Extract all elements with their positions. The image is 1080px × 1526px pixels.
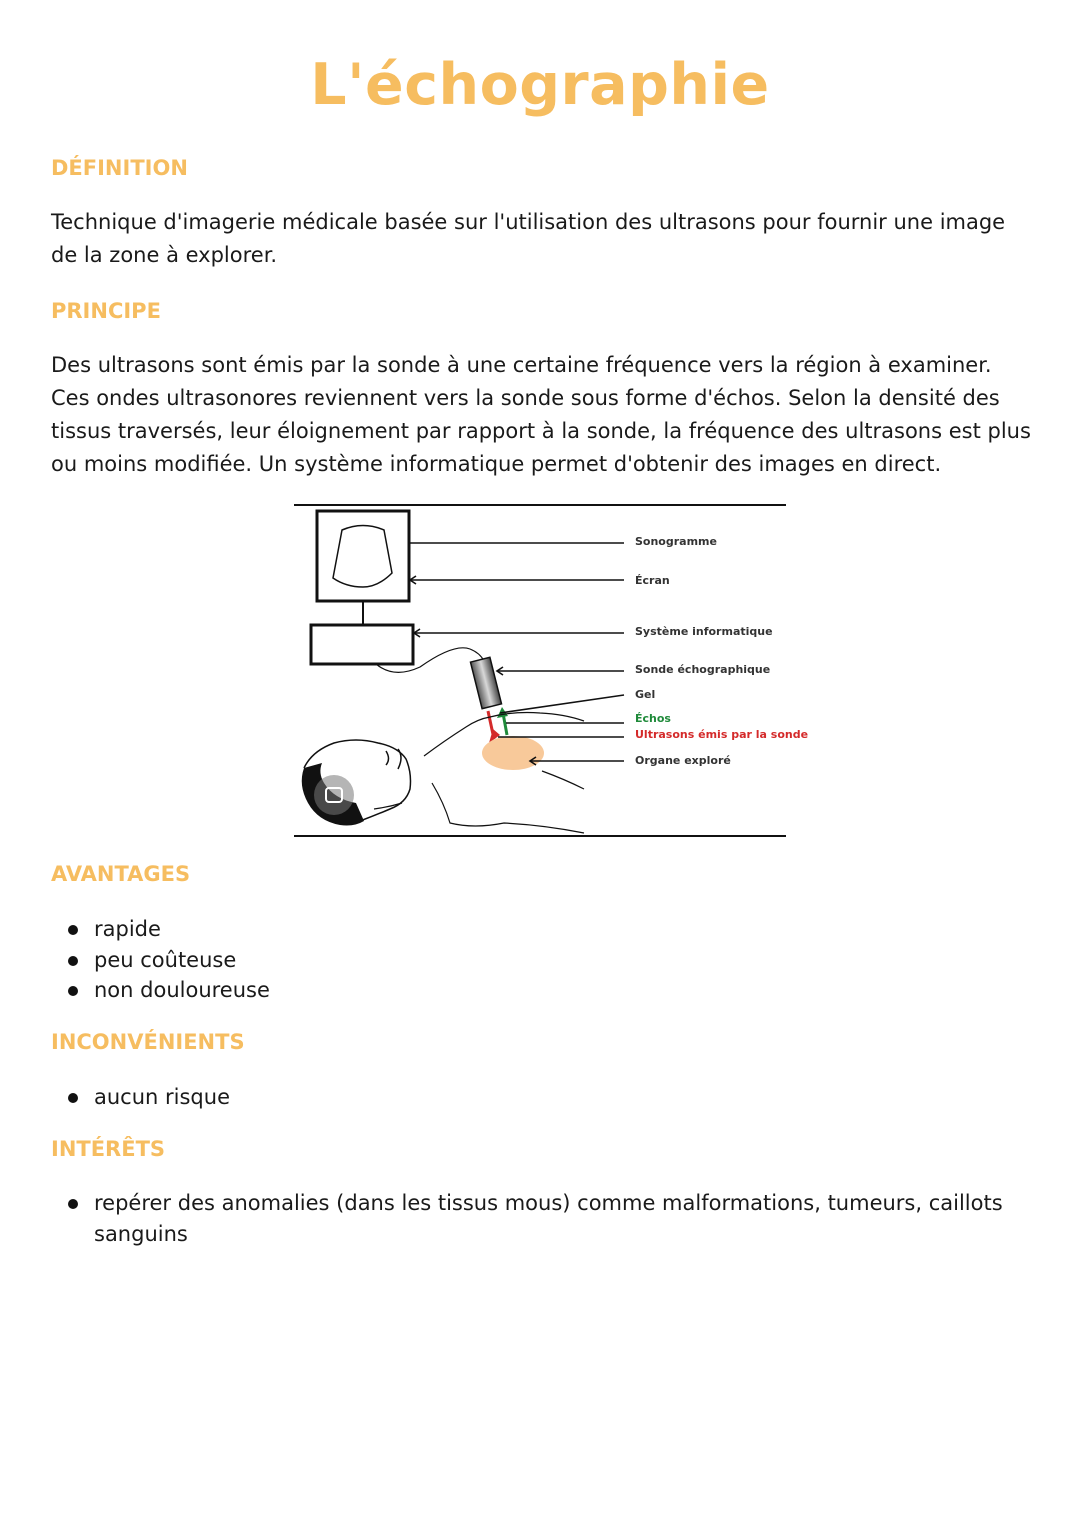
bullet-icon xyxy=(68,1199,78,1209)
label-echos: Échos xyxy=(635,712,671,725)
list-item-text: aucun risque xyxy=(94,1085,230,1109)
label-organe: Organe exploré xyxy=(635,754,731,767)
inconvenients-heading: INCONVÉNIENTS xyxy=(51,1030,245,1054)
overlay-lens-icon xyxy=(314,775,354,815)
list-item-text: peu coûteuse xyxy=(94,947,237,972)
patient-body xyxy=(432,783,584,833)
definition-text: Technique d'imagerie médicale basée sur l'utilisation des ultrasons pour fournir une image de la zone à explorer. xyxy=(51,210,1006,267)
computer-box xyxy=(311,625,413,664)
patient-eye xyxy=(386,751,389,765)
list-item xyxy=(51,914,1036,945)
list-item xyxy=(51,945,1036,976)
bullet-icon xyxy=(68,925,78,935)
label-gel: Gel xyxy=(635,688,656,701)
principe-text: Des ultrasons sont émis par la sonde à une certaine fréquence vers la région à examiner. Ces ondes ultrasonores reviennent vers la sonde sous forme d'échos. Selon la densité des tissus traversés, leur éloignement par rapport à la sonde, la fréquence des ultrasons est plus ou moins modifiée. Un système informatique permet d'obtenir des images en direct. xyxy=(51,353,1031,476)
bullet-icon xyxy=(68,1093,78,1103)
label-ultrasons: Ultrasons émis par la sonde xyxy=(635,728,809,741)
list-item xyxy=(51,1188,1036,1249)
interets-list xyxy=(51,1188,1036,1249)
list-item-text: non douloureuse xyxy=(94,978,270,1002)
list-item xyxy=(51,975,1036,1006)
label-systeme: Système informatique xyxy=(635,625,773,638)
bullet-icon xyxy=(68,986,78,996)
label-sonde: Sonde échographique xyxy=(635,663,771,676)
page-title: L'échographie xyxy=(310,52,770,118)
probe xyxy=(470,657,501,708)
interets-heading: INTÉRÊTS xyxy=(51,1137,166,1161)
ultrasound-diagram-svg xyxy=(294,503,809,839)
label-sonogramme: Sonogramme xyxy=(635,535,717,548)
list-item-text: rapide xyxy=(94,917,161,941)
leader-gel xyxy=(500,695,624,713)
list-item-text: repérer des anomalies (dans les tissus mous) comme malformations, tumeurs, caillots sanguins xyxy=(94,1191,1003,1246)
avantages-list xyxy=(51,914,1036,1006)
inconvenients-list xyxy=(51,1082,1036,1113)
label-ecran: Écran xyxy=(635,574,670,587)
definition-heading: DÉFINITION xyxy=(51,156,188,180)
list-item xyxy=(51,1082,1036,1113)
ultrasound-diagram xyxy=(294,503,809,839)
principe-heading: PRINCIPE xyxy=(51,299,161,323)
avantages-heading: AVANTAGES xyxy=(51,862,191,886)
patient-arm xyxy=(542,771,584,789)
bullet-icon xyxy=(68,956,78,966)
